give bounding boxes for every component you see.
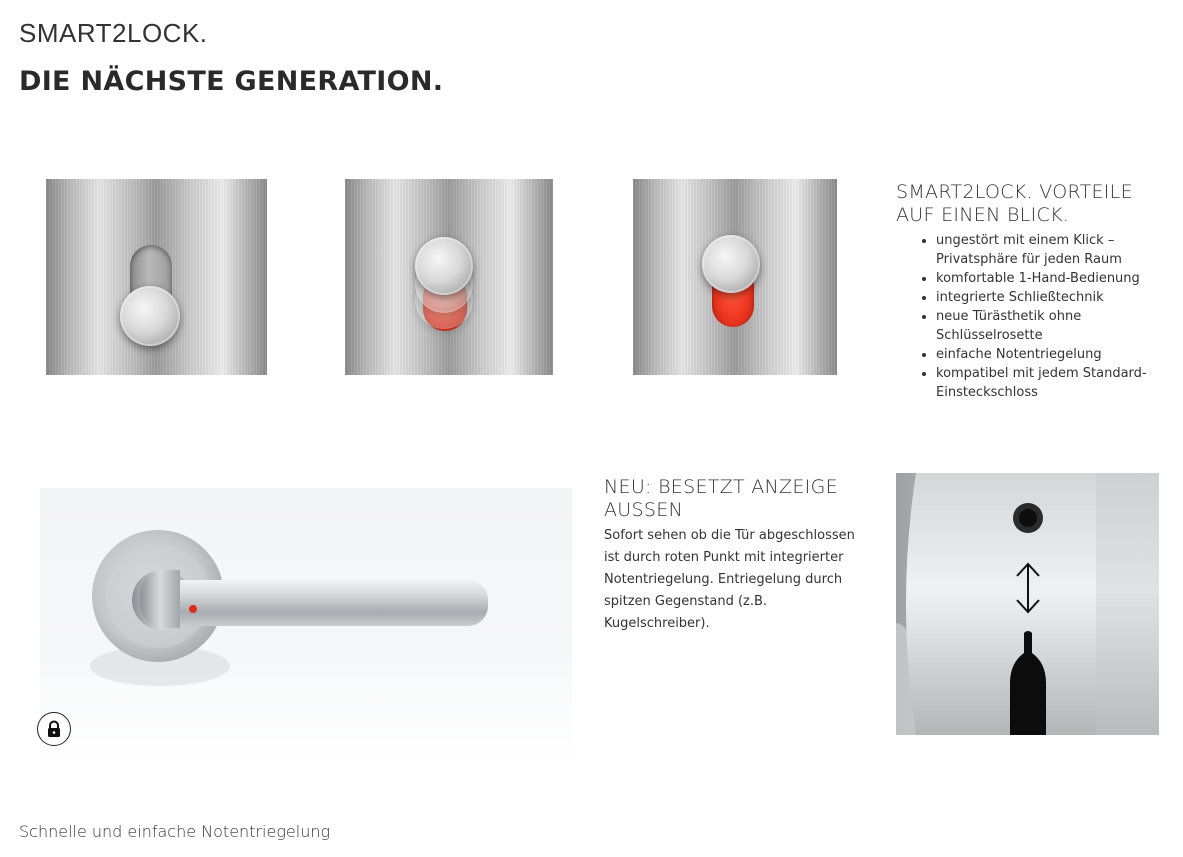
occupied-title-line1: NEU: BESETZT ANZEIGE — [604, 476, 838, 498]
page-headline: DIE NÄCHSTE GENERATION. — [19, 66, 444, 97]
product-image-turning — [345, 179, 553, 375]
lock-knob — [120, 286, 180, 346]
list-item: • einfache Notentriegelung — [936, 345, 1176, 364]
list-item: • komfortable 1-Hand-Bedienung — [936, 269, 1176, 288]
lock-button[interactable] — [37, 712, 71, 746]
benefits-title-line1: SMART2LOCK. VORTEILE — [896, 181, 1133, 203]
benefits-title — [896, 181, 1176, 227]
list-item: • ungestört mit einem Klick – Privatsphäre für jeden Raum — [936, 231, 1176, 269]
image-caption: Schnelle und einfache Notentriegelung — [19, 822, 331, 841]
product-image-unlocked — [46, 179, 267, 375]
lock-icon — [46, 720, 62, 738]
benefits-title-line2: AUF EINEN BLICK. — [896, 204, 1070, 226]
product-image-locked — [633, 179, 837, 375]
occupied-title — [604, 476, 869, 522]
occupied-title-line2: AUSSEN — [604, 499, 684, 521]
red-dot-indicator — [189, 605, 197, 613]
brand-title: SMART2LOCK. — [19, 18, 208, 48]
occupied-section — [604, 476, 869, 635]
emergency-release-image — [896, 473, 1159, 735]
list-item: • kompatibel mit jedem Standard-Einsteckschloss — [936, 364, 1176, 402]
lock-knob — [415, 237, 473, 295]
door-handle-image — [40, 488, 572, 762]
benefits-section — [896, 181, 1176, 402]
lock-knob — [702, 235, 760, 293]
list-item: • integrierte Schließtechnik — [936, 288, 1176, 307]
benefits-list — [896, 231, 1176, 402]
door-handle-illustration — [40, 488, 572, 762]
occupied-description: Sofort sehen ob die Tür abgeschlossen ist durch roten Punkt mit integrierter Notentriegelung. Entriegelung durch spitzen Gegenstand (z.B. Kugelschreiber). — [604, 528, 855, 631]
emergency-release-illustration — [896, 473, 1159, 735]
list-item: • neue Türästhetik ohne Schlüsselrosette — [936, 307, 1176, 345]
